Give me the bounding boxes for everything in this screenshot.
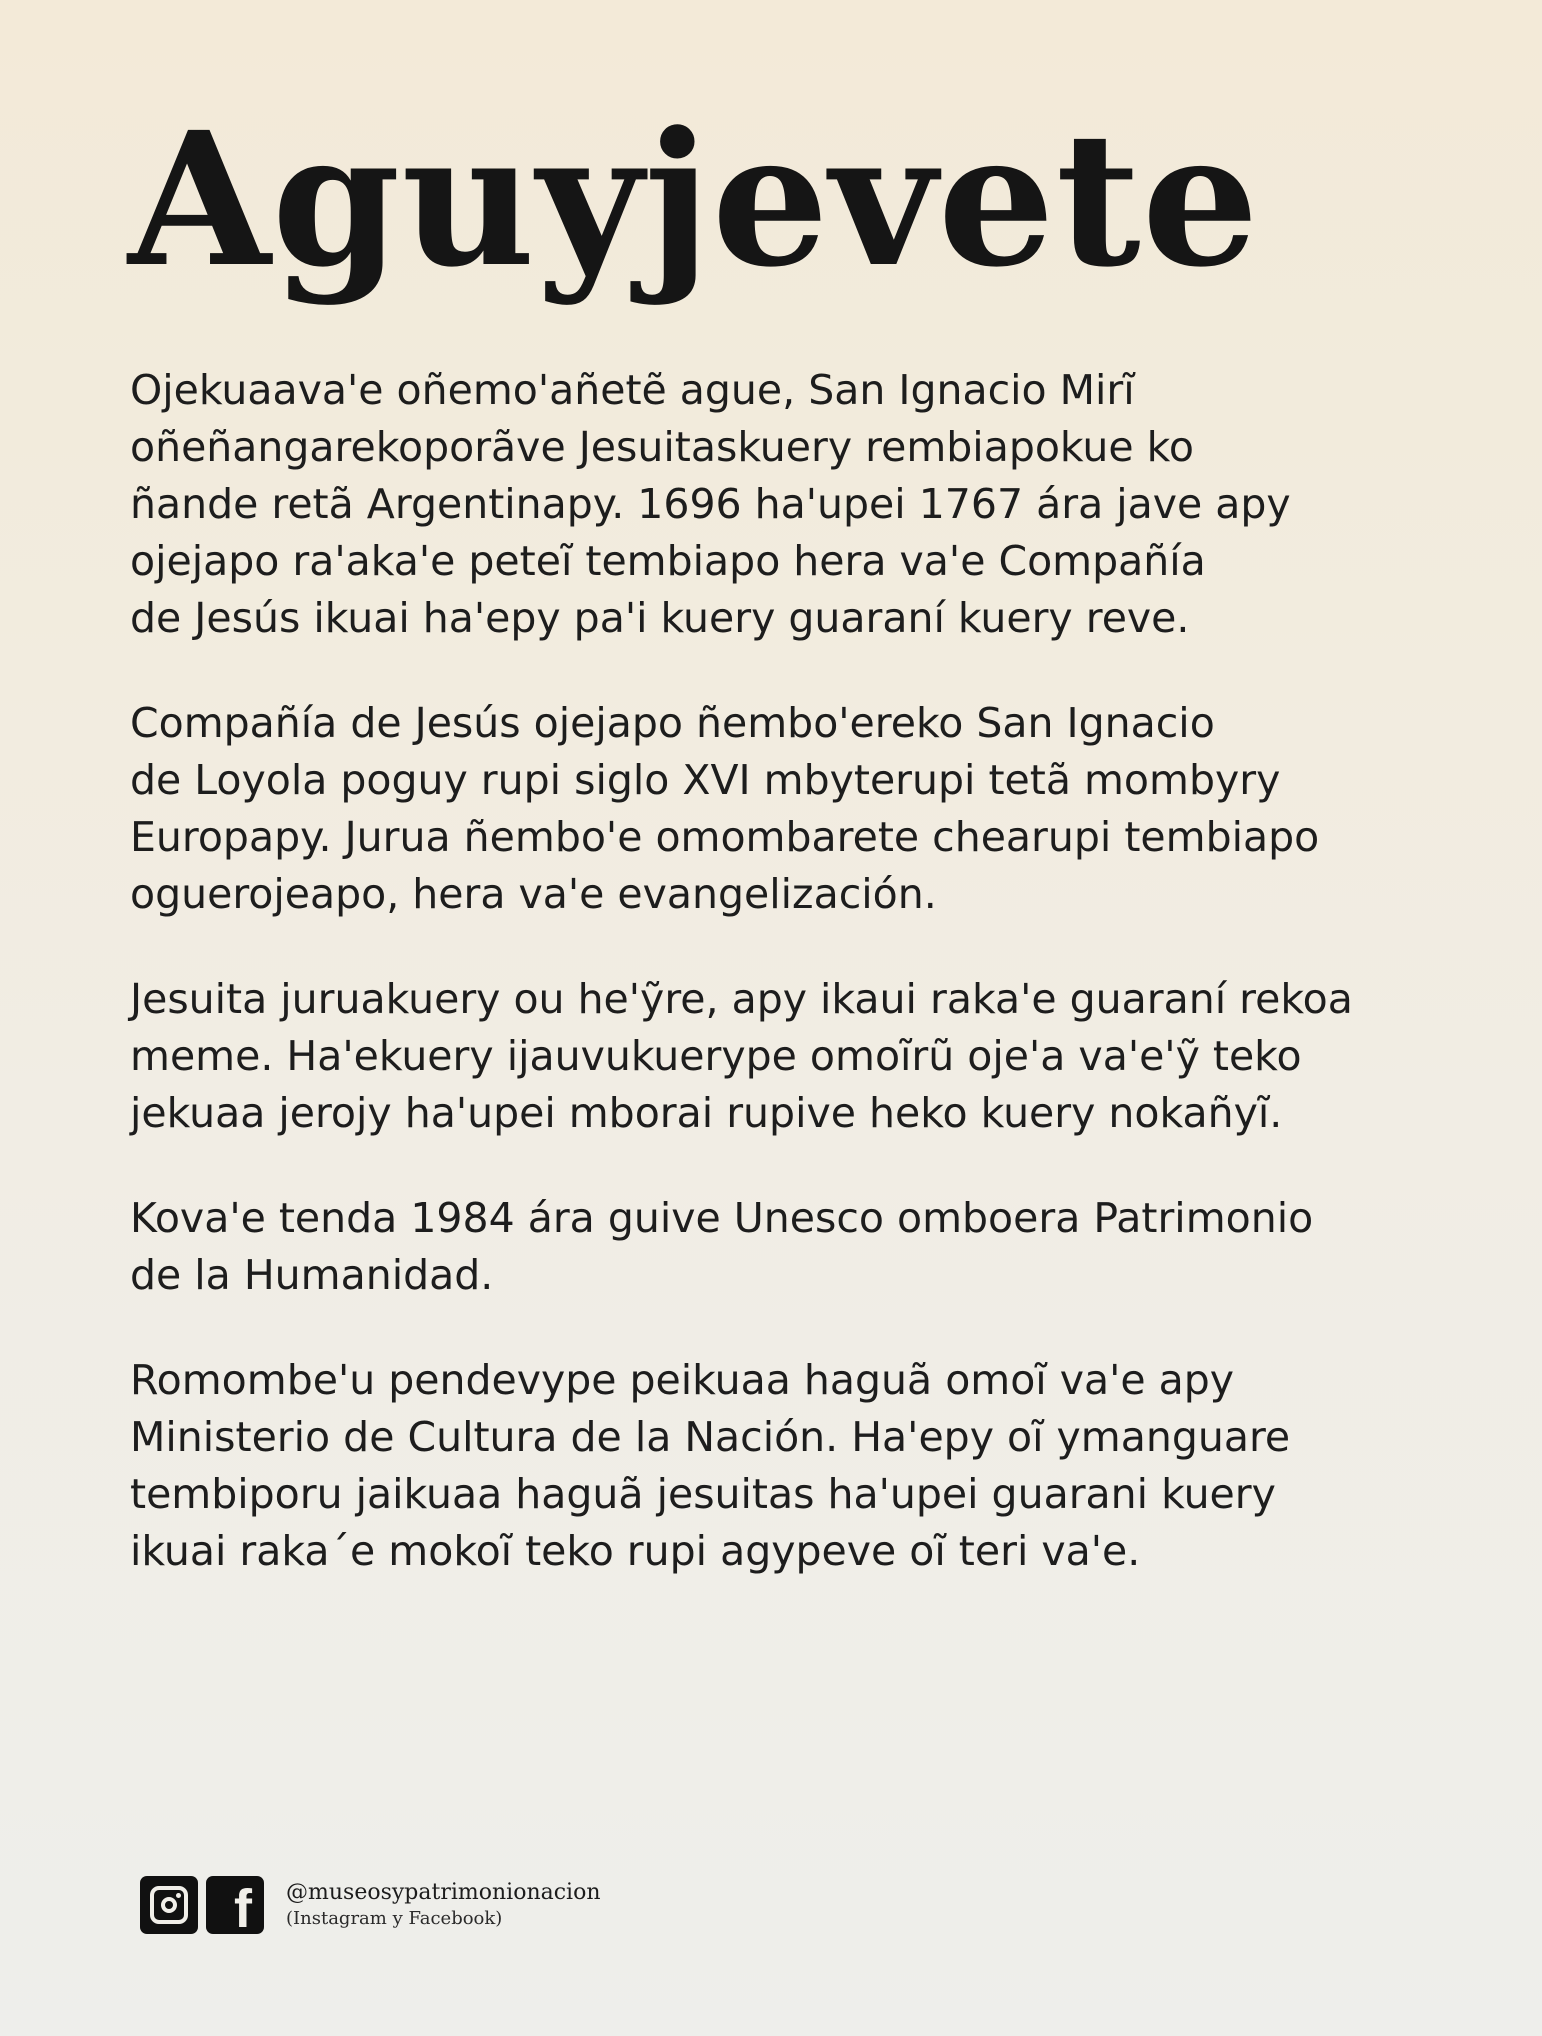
social-platforms: (Instagram y Facebook) bbox=[286, 1908, 503, 1929]
social-handle: @museosypatrimonionacion bbox=[286, 1880, 601, 1905]
text-line: Jesuita juruakuery ou he'ỹre, apy ikaui raka'e guaraní rekoa bbox=[130, 975, 1353, 1023]
instagram-icon bbox=[140, 1876, 198, 1934]
sign-body bbox=[130, 362, 1390, 1628]
text-line: ñande retã Argentinapy. 1696 ha'upei 1767 ára jave apy bbox=[130, 480, 1291, 528]
text-line: de Jesús ikuai ha'epy pa'i kuery guaraní kuery reve. bbox=[130, 594, 1190, 642]
text-line: oñeñangarekoporãve Jesuitaskuery rembiapokue ko bbox=[130, 423, 1195, 471]
text-line: Ojekuaava'e oñemo'añetẽ ague, San Ignacio Mirĩ bbox=[130, 366, 1135, 414]
text-line: Romombe'u pendevype peikuaa haguã omoĩ va'e apy bbox=[130, 1356, 1235, 1404]
text-line: meme. Ha'ekuery ijauvukuerype omoĩrũ oje'a va'e'ỹ teko bbox=[130, 1032, 1302, 1080]
text-line: Ministerio de Cultura de la Nación. Ha'epy oĩ ymanguare bbox=[130, 1413, 1291, 1461]
text-line: tembiporu jaikuaa haguã jesuitas ha'upei guarani kuery bbox=[130, 1470, 1276, 1518]
text-line: ikuai raka´e mokoĩ teko rupi agypeve oĩ teri va'e. bbox=[130, 1527, 1141, 1575]
paragraph-jesuits bbox=[130, 971, 1390, 1142]
text-line: jekuaa jerojy ha'upei mborai rupive heko kuery nokañyĩ. bbox=[130, 1089, 1283, 1137]
text-line: ojejapo ra'aka'e peteĩ tembiapo hera va'e Compañía bbox=[130, 537, 1206, 585]
text-line: de Loyola poguy rupi siglo XVI mbyterupi tetã mombyry bbox=[130, 756, 1281, 804]
text-line: de la Humanidad. bbox=[130, 1251, 494, 1299]
text-line: oguerojeapo, hera va'e evangelización. bbox=[130, 870, 937, 918]
paragraph-company bbox=[130, 695, 1390, 923]
text-line: Europapy. Jurua ñembo'e omombarete chearupi tembiapo bbox=[130, 813, 1320, 861]
text-line: Compañía de Jesús ojejapo ñembo'ereko San Ignacio bbox=[130, 699, 1215, 747]
social-handle-block bbox=[286, 1879, 601, 1931]
facebook-icon: f bbox=[206, 1876, 264, 1934]
paragraph-unesco bbox=[130, 1190, 1390, 1304]
paragraph-intro bbox=[130, 362, 1390, 647]
sign-title: Aguyjevete bbox=[128, 92, 1260, 308]
paragraph-ministry bbox=[130, 1352, 1390, 1580]
social-footer bbox=[140, 1876, 601, 1939]
text-line: Kova'e tenda 1984 ára guive Unesco omboera Patrimonio bbox=[130, 1194, 1314, 1242]
